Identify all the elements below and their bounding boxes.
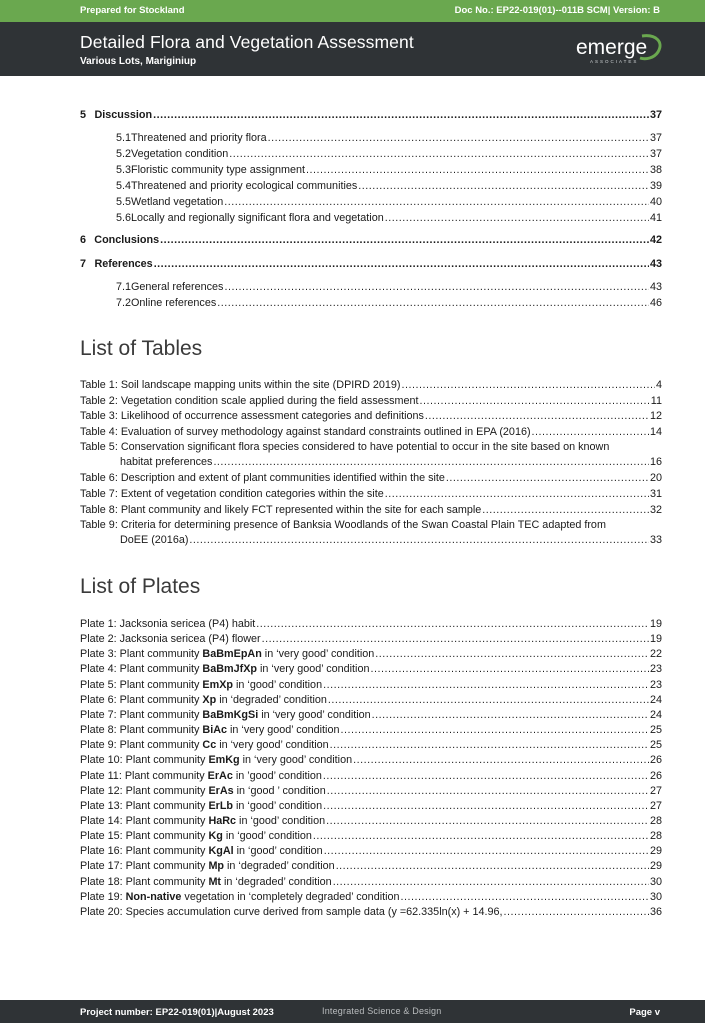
emerge-logo	[574, 30, 666, 70]
table-entry-title: Table 6: Description and extent of plant communities identified within the site	[80, 472, 445, 485]
toc-entry-page: 43	[649, 258, 662, 270]
toc-entry-page: 46	[649, 297, 662, 309]
table-entry[interactable]	[80, 378, 662, 393]
plate-entry-page: 26	[649, 754, 662, 767]
dot-leader	[504, 905, 649, 919]
plate-entry-suffix: in ’good’ condition	[232, 769, 322, 782]
page-number: Page v	[629, 1007, 660, 1018]
toc-entry-page: 38	[649, 164, 662, 176]
plate-entry-title	[80, 647, 374, 661]
dot-leader	[353, 753, 649, 767]
plate-entry-prefix: Plate 1: Jacksonia sericea (P4) habit	[80, 618, 256, 630]
table-entry-continuation	[80, 533, 662, 548]
plant-community-code: ErAc	[207, 769, 233, 782]
plate-entry[interactable]	[80, 784, 662, 799]
dot-leader	[262, 632, 649, 646]
plate-entry[interactable]	[80, 617, 662, 632]
plate-entry-title	[80, 693, 327, 707]
toc-entry-title: Conclusions	[94, 234, 160, 246]
toc-entry-page: 37	[649, 148, 662, 160]
plate-entry-suffix: in ‘very good’ condition	[216, 739, 329, 752]
prepared-for-label: Prepared for Stockland	[80, 5, 185, 16]
plate-entry-prefix: Plate 8: Plant community	[80, 724, 203, 737]
table-entry[interactable]	[80, 487, 662, 502]
plant-community-code: BaBmJfXp	[202, 663, 258, 676]
table-entry-title: Table 9: Criteria for determining presence of Banksia Woodlands of the Swan Coastal Plain TEC adapted from	[80, 519, 606, 532]
dot-leader	[372, 708, 649, 722]
toc-entry[interactable]	[80, 179, 662, 194]
dot-leader	[425, 409, 649, 423]
table-entry-title-cont: DoEE (2016a)	[120, 534, 189, 547]
plate-entry-prefix: Plate 5: Plant community	[80, 678, 203, 691]
dot-leader	[224, 280, 649, 294]
plate-entry-suffix: in ‘very good’ condition	[227, 724, 340, 737]
dot-leader	[323, 769, 649, 783]
dot-leader	[482, 503, 649, 517]
table-entry[interactable]	[80, 440, 662, 470]
plate-entry-suffix: in ‘degraded’ condition	[216, 693, 327, 706]
dot-leader	[160, 233, 649, 247]
table-entry[interactable]	[80, 518, 662, 548]
plate-entry-page: 28	[649, 814, 662, 827]
table-entry-page: 16	[649, 456, 662, 469]
dot-leader	[446, 471, 649, 485]
toc-entry[interactable]	[80, 233, 662, 248]
dot-leader	[306, 163, 649, 177]
toc-entry-number: 5.2	[116, 148, 132, 160]
plate-entry-prefix: Plate 11: Plant community	[80, 769, 208, 782]
logo-subtext: ASSOCIATES	[590, 59, 639, 64]
plate-entry[interactable]	[80, 632, 662, 647]
toc-entry-number: 5	[80, 109, 87, 121]
plate-entry-prefix: Plate 15: Plant community	[80, 830, 209, 843]
top-banner	[0, 0, 705, 22]
dot-leader	[327, 784, 649, 798]
toc-entry-number: 5.4	[116, 180, 132, 192]
toc-entry[interactable]	[80, 131, 662, 146]
plate-entry-suffix: in ‘degraded’ condition	[221, 875, 332, 888]
project-number-label: Project number: EP22-019(01)|August 2023	[80, 1007, 274, 1018]
plate-entry-title	[80, 829, 312, 843]
plate-entry-suffix: in ‘very good’ condition	[258, 708, 371, 721]
plate-entry-page: 23	[649, 678, 662, 691]
plate-entry-title	[80, 738, 329, 752]
document-header	[0, 22, 705, 76]
plate-entry-suffix: in ‘good’ condition	[233, 799, 323, 812]
toc-entry-number: 5.6	[116, 212, 132, 224]
dot-leader	[401, 890, 649, 904]
toc-entry-number: 6	[80, 234, 87, 246]
plate-entry-prefix: Plate 3: Plant community	[80, 648, 203, 661]
plate-entry-suffix: in ‘very good’ condition	[257, 663, 370, 676]
plate-entry-page: 23	[649, 663, 662, 676]
tagline: Integrated Science & Design	[322, 1006, 442, 1016]
dot-leader	[340, 723, 649, 737]
dot-leader	[153, 108, 649, 122]
plate-entry[interactable]	[80, 875, 662, 890]
table-entry[interactable]	[80, 394, 662, 409]
toc-entry-page: 37	[649, 132, 662, 144]
plate-entry-page: 29	[649, 860, 662, 873]
plant-community-code: BiAc	[202, 724, 228, 737]
plant-community-code: Mp	[208, 860, 225, 873]
dot-leader	[326, 814, 649, 828]
dot-leader	[256, 617, 649, 631]
plant-community-code: BaBmEpAn	[202, 648, 262, 661]
dot-leader	[213, 455, 649, 469]
plant-community-code: Kg	[208, 830, 223, 843]
plate-entry-suffix: in ‘good ’ condition	[233, 784, 326, 797]
document-subtitle: Various Lots, Mariginiup	[80, 56, 197, 67]
table-entry-page: 12	[649, 410, 662, 423]
table-entry-title-cont: habitat preferences	[120, 456, 213, 469]
table-entry-page: 11	[650, 394, 662, 407]
table-entry-title: Table 1: Soil landscape mapping units within the site (DPIRD 2019)	[80, 379, 401, 391]
plate-entry-title	[80, 905, 503, 919]
toc-entry-title: Locally and regionally significant flora and vegetation	[131, 212, 384, 224]
plate-entry-title	[80, 799, 322, 813]
dot-leader	[333, 875, 649, 889]
toc-entry[interactable]	[80, 296, 662, 311]
dot-leader	[229, 147, 649, 161]
plant-community-code: KgAl	[208, 845, 234, 858]
plate-entry-title	[80, 890, 400, 904]
plate-entry[interactable]	[80, 708, 662, 723]
dot-leader	[324, 844, 649, 858]
plate-entry-title	[80, 753, 352, 767]
dot-leader	[420, 394, 650, 408]
toc-entry-title: References	[94, 258, 153, 270]
plant-community-code: EmKg	[208, 754, 240, 767]
table-entry-title: Table 5: Conservation significant flora species considered to have potential to occur in the site based on known	[80, 441, 610, 454]
plate-entry[interactable]	[80, 753, 662, 768]
plate-entry[interactable]	[80, 647, 662, 662]
table-entry-title: Table 8: Plant community and likely FCT represented within the site for each sample	[80, 503, 482, 516]
dot-leader	[330, 738, 649, 752]
plate-entry-page: 27	[649, 799, 662, 812]
plate-entry-suffix: in ‘very good’ condition	[261, 648, 375, 661]
toc-entry-page: 42	[649, 234, 662, 246]
plate-entry-title	[80, 662, 369, 676]
plate-entry-page: 22	[649, 648, 662, 661]
plate-entry-prefix: Plate 18: Plant community	[80, 875, 209, 888]
plate-entry-prefix: Plate 13: Plant community	[80, 799, 209, 812]
dot-leader	[323, 678, 649, 692]
toc-entry-number: 5.5	[116, 196, 132, 208]
plant-community-code: EmXp	[202, 678, 234, 691]
table-entry[interactable]	[80, 425, 662, 440]
plate-entry-prefix: Plate 6: Plant community	[80, 693, 203, 706]
plate-entry-title	[80, 875, 332, 889]
table-entry-page: 31	[649, 488, 662, 500]
dot-leader	[532, 425, 649, 439]
plant-community-code: BaBmKgSi	[202, 708, 259, 721]
toc-entry-title: Floristic community type assignment	[131, 164, 306, 176]
plant-community-code: Non-native	[125, 890, 182, 903]
plate-entry-page: 36	[649, 905, 662, 918]
dot-leader	[385, 487, 649, 501]
table-entry[interactable]	[80, 409, 662, 424]
plate-entry-page: 19	[649, 633, 662, 646]
plate-entry-suffix: in ‘good’ condition	[233, 845, 323, 858]
plant-community-code: Mt	[208, 875, 222, 888]
toc-entry-title: Vegetation condition	[131, 148, 229, 160]
table-entry-title: Table 3: Likelihood of occurrence assessment categories and definitions	[80, 410, 424, 423]
plate-entry[interactable]	[80, 662, 662, 677]
dot-leader	[358, 179, 649, 193]
table-entry-page: 33	[649, 534, 662, 547]
toc-entry-title: Threatened and priority flora	[131, 132, 267, 144]
toc-entry-page: 43	[649, 281, 662, 293]
plate-entry-page: 30	[649, 890, 662, 903]
table-entry-continuation	[80, 455, 662, 470]
plate-entry[interactable]	[80, 844, 662, 859]
logo-wordmark: emerge	[576, 36, 648, 59]
plate-entry-prefix: Plate 12: Plant community	[80, 784, 209, 797]
plant-community-code: HaRc	[208, 814, 237, 827]
toc-entry-title: Discussion	[94, 109, 153, 121]
plate-entry-page: 24	[649, 708, 662, 721]
plate-entry-prefix: Plate 7: Plant community	[80, 708, 203, 721]
plate-entry[interactable]	[80, 829, 662, 844]
plate-entry-suffix: in ‘degraded’ condition	[224, 860, 335, 873]
plate-entry[interactable]	[80, 769, 662, 784]
dot-leader	[189, 533, 649, 547]
dot-leader	[268, 131, 649, 145]
plate-entry-title	[80, 723, 339, 737]
plate-entry[interactable]	[80, 905, 662, 920]
toc-entry-title: Threatened and priority ecological communities	[131, 180, 358, 192]
document-number-label: Doc No.: EP22-019(01)--011B SCM| Version: B	[454, 5, 660, 16]
table-entry[interactable]	[80, 503, 662, 518]
plate-entry-page: 19	[649, 618, 662, 630]
toc-entry[interactable]	[80, 147, 662, 162]
plate-entry-prefix: Plate 14: Plant community	[80, 814, 209, 827]
plate-entry-prefix: Plate 20: Species accumulation curve derived from sample data (y =62.335ln(x) + 14.96,	[80, 905, 503, 918]
dot-leader	[375, 647, 649, 661]
toc-entry[interactable]	[80, 280, 662, 295]
plate-entry[interactable]	[80, 799, 662, 814]
page-footer	[0, 1000, 705, 1023]
plate-entry-page: 27	[649, 784, 662, 797]
plate-entry[interactable]	[80, 678, 662, 693]
plate-entry-page: 25	[649, 739, 662, 752]
plant-community-code: ErAs	[208, 784, 234, 797]
table-entry-page: 14	[649, 425, 662, 438]
list-of-plates-heading: List of Plates	[80, 575, 201, 598]
toc-entry-title: General references	[131, 281, 224, 293]
table-entry-page: 20	[649, 472, 662, 485]
plate-entry-title	[80, 617, 255, 631]
toc-entry-number: 5.1	[116, 132, 132, 144]
plate-entry-page: 26	[649, 769, 662, 782]
plate-entry-page: 28	[649, 830, 662, 843]
toc-entry-title: Wetland vegetation	[131, 196, 224, 208]
plate-entry[interactable]	[80, 890, 662, 905]
plate-entry-prefix: Plate 19:	[80, 890, 126, 903]
plate-entry-suffix: in ‘good’ condition	[222, 830, 312, 843]
table-entry-page: 32	[649, 503, 662, 516]
table-entry-title: Table 7: Extent of vegetation condition categories within the site	[80, 488, 384, 500]
plate-entry-title	[80, 814, 325, 828]
list-of-tables-heading: List of Tables	[80, 337, 203, 360]
plate-entry-page: 29	[649, 845, 662, 858]
toc-entry-page: 41	[649, 212, 662, 224]
plate-entry[interactable]	[80, 723, 662, 738]
toc-entry[interactable]	[80, 108, 662, 123]
plate-entry-title	[80, 708, 371, 722]
dot-leader	[154, 257, 649, 271]
plant-community-code: Xp	[202, 693, 217, 706]
dot-leader	[336, 859, 649, 873]
dot-leader	[370, 662, 649, 676]
plate-entry-title	[80, 844, 323, 858]
toc-entry[interactable]	[80, 195, 662, 210]
plate-entry[interactable]	[80, 738, 662, 753]
plate-entry-suffix: in ‘very good’ condition	[239, 754, 353, 767]
table-entry-title: Table 2: Vegetation condition scale applied during the field assessment	[80, 394, 419, 407]
toc-entry-number: 5.3	[116, 164, 132, 176]
plate-entry-page: 24	[649, 693, 662, 706]
toc-entry-page: 39	[649, 180, 662, 192]
plate-entry-prefix: Plate 10: Plant community	[80, 754, 209, 767]
plate-entry-page: 30	[649, 875, 662, 888]
toc-entry[interactable]	[80, 163, 662, 178]
plate-entry-prefix: Plate 17: Plant community	[80, 860, 209, 873]
plate-entry-prefix: Plate 2: Jacksonia sericea (P4) flower	[80, 633, 261, 646]
plate-entry[interactable]	[80, 814, 662, 829]
plant-community-code: ErLb	[208, 799, 234, 812]
plate-entry-title	[80, 859, 335, 873]
plate-entry-title	[80, 769, 322, 783]
toc-entry-number: 7.2	[116, 297, 132, 309]
table-entry[interactable]	[80, 471, 662, 486]
dot-leader	[323, 799, 649, 813]
dot-leader	[224, 195, 649, 209]
dot-leader	[328, 693, 649, 707]
toc-entry-page: 40	[649, 196, 662, 208]
plate-entry-suffix: in ‘good’ condition	[236, 814, 326, 827]
plate-entry-prefix: Plate 9: Plant community	[80, 739, 203, 752]
plant-community-code: Cc	[202, 739, 217, 752]
dot-leader	[401, 378, 655, 392]
plate-entry-title	[80, 678, 322, 692]
dot-leader	[217, 296, 649, 310]
table-entry-title: Table 4: Evaluation of survey methodology against standard constraints outlined in EPA (2016)	[80, 425, 531, 438]
plate-entry-title	[80, 632, 261, 646]
table-entry-page: 4	[655, 379, 662, 391]
toc-entry-number: 7	[80, 258, 87, 270]
plate-entry-prefix: Plate 16: Plant community	[80, 845, 209, 858]
plate-entry-prefix: Plate 4: Plant community	[80, 663, 203, 676]
dot-leader	[313, 829, 649, 843]
dot-leader	[385, 211, 649, 225]
plate-entry-title	[80, 784, 326, 798]
toc-entry-title: Online references	[131, 297, 217, 309]
toc-entry[interactable]	[80, 257, 662, 272]
plate-entry-suffix: vegetation in ‘completely degraded’ condition	[181, 890, 400, 903]
plate-entry[interactable]	[80, 693, 662, 708]
plate-entry[interactable]	[80, 859, 662, 874]
toc-entry-page: 37	[649, 109, 662, 121]
plate-entry-suffix: in ‘good’ condition	[233, 678, 323, 691]
toc-entry[interactable]	[80, 211, 662, 226]
toc-entry-number: 7.1	[116, 281, 132, 293]
document-title: Detailed Flora and Vegetation Assessment	[80, 32, 414, 52]
plate-entry-page: 25	[649, 724, 662, 737]
